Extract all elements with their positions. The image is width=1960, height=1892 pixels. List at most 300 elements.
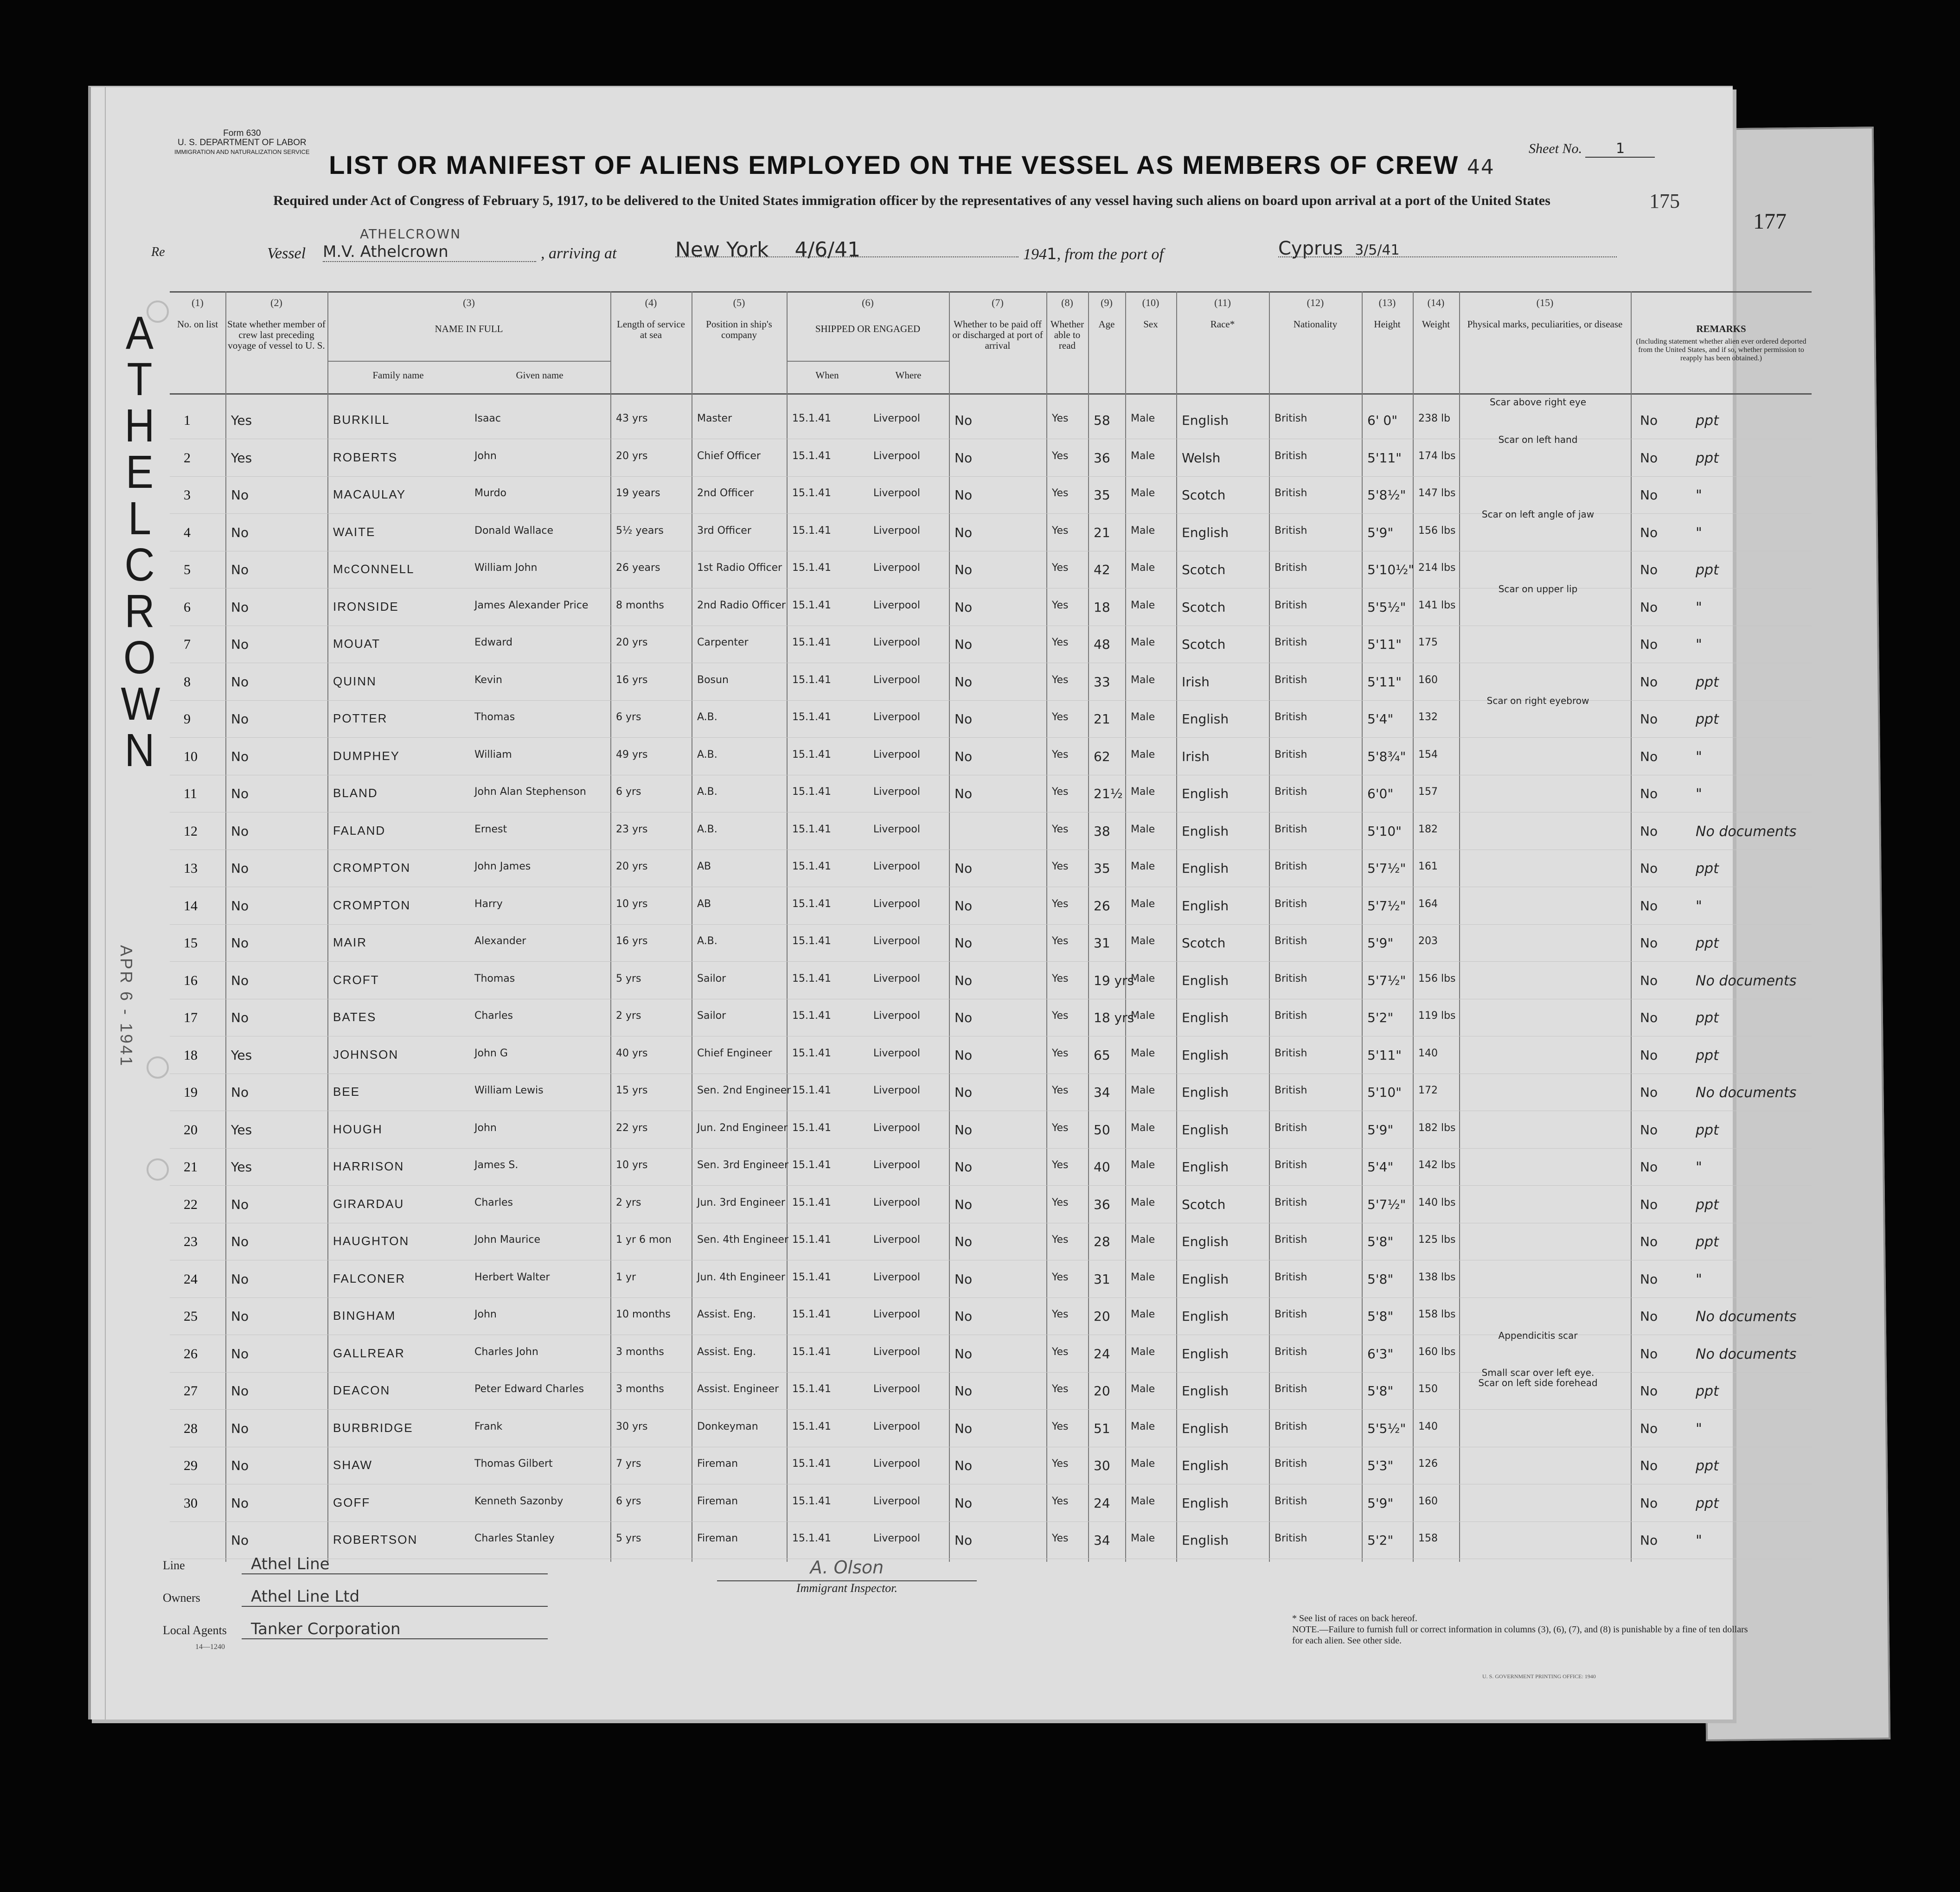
cell-when: 15.1.41 (792, 972, 831, 984)
cell-where: Liverpool (873, 823, 920, 835)
cell-nat: British (1275, 786, 1307, 798)
cell-read: Yes (1052, 823, 1069, 835)
agents-label: Local Agents (163, 1624, 227, 1637)
cell-race: English (1182, 1010, 1229, 1025)
cell-age: 31 (1094, 935, 1110, 951)
column-header: State whether member of crew last preceding voyage of vessel to U. S. (227, 319, 326, 351)
column-number: (4) (645, 297, 657, 308)
cell-remark: No (1640, 823, 1658, 839)
cell-height: 5'8" (1367, 1309, 1394, 1324)
cell-service: 5 yrs (616, 1533, 641, 1544)
cell-family: IRONSIDE (333, 599, 399, 614)
cell-age: 31 (1094, 1271, 1110, 1287)
cell-doc: ppt (1696, 1234, 1719, 1250)
cell-given: Alexander (474, 935, 526, 947)
inspector-block (717, 1557, 977, 1595)
cell-remark: No (1640, 1533, 1658, 1548)
cell-service: 30 yrs (616, 1420, 648, 1432)
cell-read: Yes (1052, 1271, 1069, 1283)
cell-race: English (1182, 1085, 1229, 1100)
cell-when: 15.1.41 (792, 748, 831, 761)
cell-position: A.B. (697, 748, 717, 761)
cell-prev: No (231, 599, 249, 615)
vessel-name: M.V. Athelcrown (323, 243, 536, 262)
cell-no: 28 (184, 1420, 198, 1436)
column-subheader: Given name (516, 370, 564, 381)
cell-age: 24 (1094, 1495, 1110, 1511)
cell-when: 15.1.41 (792, 599, 831, 611)
cell-read: Yes (1052, 1309, 1069, 1320)
cell-nat: British (1275, 487, 1307, 499)
cell-paid: No (954, 637, 973, 652)
cell-age: 34 (1094, 1533, 1110, 1548)
cell-read: Yes (1052, 1383, 1069, 1395)
cell-height: 5'9" (1367, 935, 1394, 951)
cell-when: 15.1.41 (792, 1122, 831, 1134)
table-row (170, 1411, 1812, 1448)
cell-where: Liverpool (873, 674, 920, 686)
cell-age: 18 (1094, 599, 1110, 615)
cell-nat: British (1275, 1159, 1307, 1171)
cell-family: SHAW (333, 1458, 373, 1472)
cell-read: Yes (1052, 450, 1069, 462)
cell-weight: 140 (1418, 1047, 1438, 1059)
cell-read: Yes (1052, 674, 1069, 686)
cell-family: BATES (333, 1010, 377, 1024)
cell-paid: No (954, 1420, 973, 1436)
table-row (170, 888, 1812, 925)
stamp-number: 175 (1649, 190, 1680, 212)
cell-when: 15.1.41 (792, 1234, 831, 1246)
subheader-rule (787, 361, 949, 362)
cell-where: Liverpool (873, 861, 920, 872)
cell-weight: 147 lbs (1418, 487, 1456, 499)
cell-paid: No (954, 524, 973, 540)
cell-doc: ppt (1696, 1010, 1719, 1026)
cell-paid: No (954, 972, 973, 988)
table-top-rule (170, 291, 1812, 293)
cell-nat: British (1275, 898, 1307, 910)
cell-age: 33 (1094, 674, 1110, 690)
cell-height: 5'7½" (1367, 1196, 1406, 1212)
cell-family: JOHNSON (333, 1047, 399, 1061)
cell-sex: Male (1131, 487, 1155, 499)
cell-remark: No (1640, 972, 1658, 988)
cell-read: Yes (1052, 1234, 1069, 1246)
cell-sex: Male (1131, 1458, 1155, 1470)
cell-family: McCONNELL (333, 562, 415, 576)
cell-where: Liverpool (873, 637, 920, 648)
cell-weight: 154 (1418, 748, 1438, 761)
cell-prev: No (231, 1383, 249, 1399)
cell-nat: British (1275, 1047, 1307, 1059)
column-header: Race* (1210, 319, 1235, 330)
cell-given: John Maurice (474, 1234, 541, 1246)
table-row (170, 695, 1812, 738)
cell-where: Liverpool (873, 413, 920, 424)
cell-where: Liverpool (873, 972, 920, 984)
table-row (170, 813, 1812, 850)
cell-race: English (1182, 1047, 1229, 1063)
cell-height: 5'10½" (1367, 562, 1415, 577)
column-number: (10) (1142, 297, 1159, 308)
cell-service: 20 yrs (616, 861, 648, 872)
cell-remark: No (1640, 674, 1658, 690)
cell-no: 26 (184, 1346, 198, 1361)
cell-service: 7 yrs (616, 1458, 641, 1470)
cell-nat: British (1275, 1495, 1307, 1507)
cell-remark: No (1640, 1122, 1658, 1138)
cell-weight: 157 (1418, 786, 1438, 798)
cell-height: 5'8" (1367, 1234, 1394, 1249)
cell-when: 15.1.41 (792, 1196, 831, 1208)
cell-no: 10 (184, 748, 198, 764)
cell-given: Kenneth Sazonby (474, 1495, 564, 1507)
cell-race: English (1182, 1122, 1229, 1138)
cell-no: 21 (184, 1159, 198, 1175)
cell-prev: No (231, 1271, 249, 1287)
cell-prev: Yes (231, 1122, 252, 1138)
cell-service: 26 years (616, 562, 660, 574)
cell-family: FALCONER (333, 1271, 406, 1285)
cell-read: Yes (1052, 1010, 1069, 1022)
cell-when: 15.1.41 (792, 1458, 831, 1470)
arrival-date: 4/6/41 (794, 238, 861, 262)
cell-position: 3rd Officer (697, 524, 751, 537)
cell-prev: Yes (231, 1047, 252, 1063)
cell-doc: " (1696, 637, 1702, 653)
cell-race: English (1182, 413, 1229, 428)
from-label: , from the port of (1057, 246, 1164, 263)
cell-nat: British (1275, 1346, 1307, 1358)
cell-prev: Yes (231, 1159, 252, 1175)
cell-age: 34 (1094, 1085, 1110, 1100)
cell-prev: No (231, 1495, 249, 1511)
cell-service: 49 yrs (616, 748, 648, 761)
cell-weight: 175 (1418, 637, 1438, 648)
cell-where: Liverpool (873, 1196, 920, 1208)
cell-nat: British (1275, 413, 1307, 424)
cell-height: 5'8¾" (1367, 748, 1406, 764)
cell-given: John (474, 1122, 497, 1134)
cell-when: 15.1.41 (792, 823, 831, 835)
cell-sex: Male (1131, 786, 1155, 798)
cell-nat: British (1275, 1458, 1307, 1470)
cell-family: HARRISON (333, 1159, 404, 1173)
cell-read: Yes (1052, 786, 1069, 798)
column-header: Weight (1422, 319, 1450, 330)
cell-paid: No (954, 935, 973, 951)
cell-service: 23 yrs (616, 823, 648, 835)
cell-family: BURBRIDGE (333, 1420, 413, 1435)
cell-doc: ppt (1696, 711, 1719, 728)
table-row (170, 925, 1812, 962)
cell-race: English (1182, 898, 1229, 914)
cell-family: FALAND (333, 823, 386, 837)
cell-where: Liverpool (873, 898, 920, 910)
cell-height: 5'7½" (1367, 861, 1406, 876)
cell-where: Liverpool (873, 1458, 920, 1470)
column-number: (13) (1378, 297, 1396, 308)
cell-no: 24 (184, 1271, 198, 1287)
table-row (170, 1149, 1812, 1186)
cell-when: 15.1.41 (792, 1309, 831, 1320)
cell-no: 27 (184, 1383, 198, 1399)
cell-remark: No (1640, 562, 1658, 577)
cell-no: 2 (184, 450, 191, 466)
cell-race: English (1182, 823, 1229, 839)
cell-service: 16 yrs (616, 674, 648, 686)
cell-doc: ppt (1696, 1495, 1719, 1512)
penalty-note: NOTE.—Failure to furnish full or correct information in columns (3), (6), (7), and (8) is punishable by a fine of ten dollars for each alien. See other side. (1292, 1624, 1748, 1646)
cell-age: 20 (1094, 1309, 1110, 1324)
cell-height: 5'9" (1367, 1122, 1394, 1138)
cell-position: Assist. Engineer (697, 1383, 779, 1395)
cell-nat: British (1275, 599, 1307, 611)
column-subheader: Family name (372, 370, 424, 381)
cell-given: Edward (474, 637, 512, 648)
cell-doc: ppt (1696, 413, 1719, 429)
cell-given: James S. (474, 1159, 519, 1171)
column-header: Nationality (1293, 319, 1338, 330)
cell-height: 5'4" (1367, 1159, 1394, 1175)
cell-remark: No (1640, 1196, 1658, 1212)
cell-service: 16 yrs (616, 935, 648, 947)
cell-height: 5'2" (1367, 1010, 1394, 1025)
cell-doc: " (1696, 599, 1702, 616)
footnotes (1292, 1613, 1756, 1646)
cell-read: Yes (1052, 1159, 1069, 1171)
cell-remark: No (1640, 1010, 1658, 1025)
cell-read: Yes (1052, 1495, 1069, 1507)
cell-position: AB (697, 861, 711, 872)
cell-paid: No (954, 1196, 973, 1212)
cell-no: 4 (184, 524, 191, 540)
cell-position: A.B. (697, 823, 717, 835)
cell-height: 5'11" (1367, 674, 1402, 690)
row-rule (170, 476, 1812, 477)
cell-doc: " (1696, 524, 1702, 541)
row-rule (170, 1148, 1812, 1149)
cell-race: Scotch (1182, 935, 1226, 951)
cell-paid: No (954, 1346, 973, 1361)
cell-height: 5'11" (1367, 450, 1402, 466)
cell-no: 11 (184, 786, 197, 801)
cell-service: 10 yrs (616, 1159, 648, 1171)
cell-weight: 138 lbs (1418, 1271, 1456, 1283)
cell-when: 15.1.41 (792, 637, 831, 648)
cell-given: John (474, 1309, 497, 1320)
cell-height: 5'11" (1367, 1047, 1402, 1063)
cell-family: POTTER (333, 711, 388, 725)
cell-race: Scotch (1182, 562, 1226, 577)
cell-doc: ppt (1696, 1458, 1719, 1474)
cell-position: 2nd Radio Officer (697, 599, 786, 611)
cell-paid: No (954, 1495, 973, 1511)
cell-nat: British (1275, 450, 1307, 462)
cell-age: 40 (1094, 1159, 1110, 1175)
cell-race: English (1182, 1495, 1229, 1511)
cell-where: Liverpool (873, 1533, 920, 1544)
cell-height: 5'10" (1367, 823, 1402, 839)
cell-age: 48 (1094, 637, 1110, 652)
cell-paid: No (954, 1458, 973, 1473)
cell-doc: ppt (1696, 1196, 1719, 1213)
row-rule (170, 924, 1812, 925)
cell-read: Yes (1052, 861, 1069, 872)
cell-position: Master (697, 413, 732, 424)
cell-where: Liverpool (873, 1234, 920, 1246)
cell-remark: No (1640, 1085, 1658, 1100)
cell-height: 5'10" (1367, 1085, 1402, 1100)
cell-sex: Male (1131, 1420, 1155, 1432)
cell-age: 28 (1094, 1234, 1110, 1249)
cell-no: 1 (184, 413, 191, 428)
column-number: (9) (1101, 297, 1113, 308)
cell-prev: No (231, 1346, 249, 1361)
cell-where: Liverpool (873, 1122, 920, 1134)
cell-family: ROBERTS (333, 450, 398, 464)
binder-hole (147, 300, 169, 323)
table-row (170, 1448, 1812, 1485)
cell-sex: Male (1131, 524, 1155, 537)
cell-nat: British (1275, 972, 1307, 984)
cell-read: Yes (1052, 1533, 1069, 1544)
cell-service: 22 yrs (616, 1122, 648, 1134)
cell-remark: No (1640, 450, 1658, 466)
cell-nat: British (1275, 711, 1307, 723)
cell-where: Liverpool (873, 487, 920, 499)
cell-family: HAUGHTON (333, 1234, 410, 1248)
table-row (170, 776, 1812, 813)
cell-remark: No (1640, 1458, 1658, 1473)
cell-nat: British (1275, 1234, 1307, 1246)
cell-read: Yes (1052, 1196, 1069, 1208)
table-row (170, 1367, 1812, 1410)
cell-given: Donald Wallace (474, 524, 554, 537)
cell-height: 6' 0" (1367, 413, 1398, 428)
column-number: (2) (270, 297, 282, 308)
cell-remark: No (1640, 898, 1658, 914)
cell-marks: Scar above right eye (1489, 396, 1586, 408)
cell-height: 5'7½" (1367, 898, 1406, 914)
column-header: Whether to be paid off or discharged at port of arrival (952, 319, 1043, 351)
cell-position: Assist. Eng. (697, 1346, 756, 1358)
column-header: Position in ship's company (706, 319, 772, 340)
cell-family: BURKILL (333, 413, 390, 427)
cell-nat: British (1275, 1196, 1307, 1208)
cell-doc: ppt (1696, 1122, 1719, 1138)
re-label: Re (151, 245, 165, 259)
cell-when: 15.1.41 (792, 674, 831, 686)
cell-where: Liverpool (873, 1495, 920, 1507)
cell-no: 6 (184, 599, 191, 615)
cell-prev: No (231, 1533, 249, 1548)
race-note: * See list of races on back hereof. (1292, 1613, 1417, 1624)
cell-weight: 140 lbs (1418, 1196, 1456, 1208)
column-header: NAME IN FULL (435, 323, 503, 334)
column-number: (3) (463, 297, 475, 308)
cell-sex: Male (1131, 413, 1155, 424)
cell-remark: No (1640, 1159, 1658, 1175)
cell-family: CROFT (333, 972, 379, 987)
cell-paid: No (954, 1234, 973, 1249)
cell-prev: No (231, 1309, 249, 1324)
cell-nat: British (1275, 823, 1307, 835)
cell-height: 5'5½" (1367, 1420, 1406, 1436)
cell-prev: No (231, 786, 249, 801)
cell-given: Thomas Gilbert (474, 1458, 553, 1470)
cell-remark: No (1640, 711, 1658, 727)
cell-where: Liverpool (873, 450, 920, 462)
cell-position: AB (697, 898, 711, 910)
form-number: Form 630 (223, 128, 261, 138)
cell-sex: Male (1131, 1085, 1155, 1096)
cell-race: English (1182, 1271, 1229, 1287)
cell-nat: British (1275, 524, 1307, 537)
cell-no: 5 (184, 562, 191, 577)
cell-race: English (1182, 1533, 1229, 1548)
cell-family: MACAULAY (333, 487, 406, 501)
cell-read: Yes (1052, 1085, 1069, 1096)
cell-when: 15.1.41 (792, 898, 831, 910)
arriving-label: , arriving at (541, 245, 617, 262)
service: IMMIGRATION AND NATURALIZATION SERVICE (174, 148, 310, 155)
cell-service: 5 yrs (616, 972, 641, 984)
table-row (170, 1037, 1812, 1074)
cell-weight: 160 lbs (1418, 1346, 1456, 1358)
column-subheader: Where (895, 370, 922, 381)
cell-family: ROBERTSON (333, 1533, 418, 1547)
cell-when: 15.1.41 (792, 1533, 831, 1544)
cell-position: Jun. 3rd Engineer (697, 1196, 785, 1208)
cell-position: Sailor (697, 972, 726, 984)
cell-doc: " (1696, 748, 1702, 765)
cell-age: 38 (1094, 823, 1110, 839)
cell-where: Liverpool (873, 562, 920, 574)
cell-height: 5'3" (1367, 1458, 1394, 1473)
table-row (170, 850, 1812, 888)
cell-prev: No (231, 562, 249, 577)
cell-race: English (1182, 861, 1229, 876)
cell-where: Liverpool (873, 1010, 920, 1022)
cell-where: Liverpool (873, 748, 920, 761)
column-number: (7) (992, 297, 1004, 308)
cell-age: 21 (1094, 524, 1110, 540)
cell-nat: British (1275, 1010, 1307, 1022)
cell-position: Assist. Eng. (697, 1309, 756, 1320)
cell-race: Irish (1182, 748, 1210, 764)
cell-no: 19 (184, 1085, 198, 1100)
cell-nat: British (1275, 674, 1307, 686)
cell-weight: 156 lbs (1418, 524, 1456, 537)
cell-sex: Male (1131, 1234, 1155, 1246)
agents-field (163, 1620, 548, 1639)
cell-position: Donkeyman (697, 1420, 758, 1432)
table-row (170, 1000, 1812, 1037)
cell-given: Charles Stanley (474, 1533, 555, 1544)
cell-position: Chief Officer (697, 450, 761, 462)
cell-weight: 203 (1418, 935, 1438, 947)
table-row (170, 1224, 1812, 1261)
cell-when: 15.1.41 (792, 1495, 831, 1507)
cell-family: DUMPHEY (333, 748, 400, 763)
cell-where: Liverpool (873, 1271, 920, 1283)
cell-family: MOUAT (333, 637, 380, 651)
column-number: (14) (1427, 297, 1445, 308)
cell-given: Murdo (474, 487, 507, 499)
cell-race: Irish (1182, 674, 1210, 690)
